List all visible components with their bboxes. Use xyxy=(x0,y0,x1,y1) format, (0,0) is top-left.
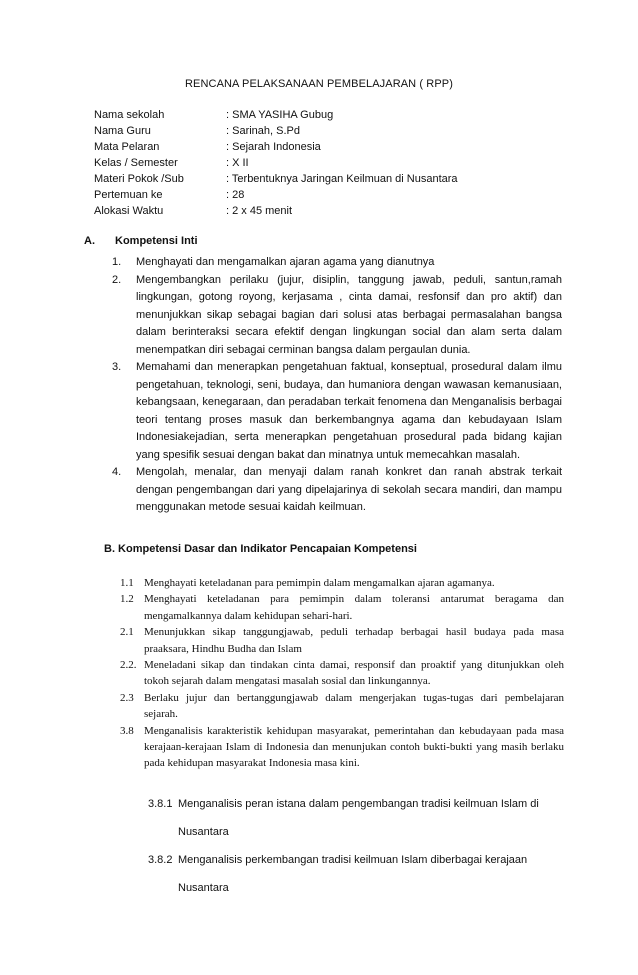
list-item xyxy=(112,464,562,517)
list-item-number: 1.1 xyxy=(120,577,134,589)
list-item-number: 4. xyxy=(112,466,122,478)
basic-competency-list xyxy=(120,575,564,772)
identity-label: Kelas / Semester xyxy=(94,157,178,169)
list-item xyxy=(120,591,564,624)
list-item-text: Mengembangkan perilaku (jujur, disiplin, tanggung jawab, peduli, santun,ramah lingkungan, gotong royong, kerjasama , cinta damai, resfonsif dan pro aktif) dan menunjukkan sikap sebagai bagian dari solusi atas berbagai permasalahan bangsa dalam berinteraksi secara efektif dengan lingkungan social dan alam serta dalam menempatkan diri sebagai cerminan bangsa dalam pergaulan dunia. xyxy=(136,273,562,356)
list-item-text: Menghayati keteladanan para pemimpin dalam mengamalkan ajaran agamanya. xyxy=(144,577,495,589)
indicator-item xyxy=(148,852,568,897)
identity-value: : Sejarah Indonesia xyxy=(226,141,321,153)
identity-value: : Terbentuknya Jaringan Keilmuan di Nusantara xyxy=(226,173,458,185)
list-item xyxy=(120,723,564,772)
identity-label: Nama Guru xyxy=(94,125,151,137)
list-item-text: Memahami dan menerapkan pengetahuan faktual, konseptual, prosedural dalam ilmu pengetahuan, teknologi, seni, budaya, dan humaniora dengan wawasan kemanusiaan, kebangsaan, kenegaraan, dan peradaban terkait fenomena dan Menganalisis berbagai teori tentang proses masuk dan berkembangnya agama dan kebudayaan Islam Indonesiakejadian, serta menerapkan pengetahuan prosedural pada bidang kajian yang spesifik sesuai dengan bakat dan minatnya untuk memecahkan masalah. xyxy=(136,361,562,461)
list-item xyxy=(120,624,564,657)
indicator-line xyxy=(148,796,568,813)
list-item-text: Menghayati keteladanan para pemimpin dalam toleransi antarumat beragama dan mengamalkannya dalam kehidupan sehari-hari. xyxy=(144,593,564,622)
list-item-text: Menunjukkan sikap tanggungjawab, peduli terhadap berbagai hasil budaya pada masa praaksara, Hindhu Budha dan Islam xyxy=(144,626,564,655)
list-item-number: 2.1 xyxy=(120,626,134,639)
list-item-number: 3.8 xyxy=(120,724,134,737)
indicator-text: Menganalisis perkembangan tradisi keilmuan Islam diberbagai kerajaan xyxy=(178,854,528,866)
list-item-text: Berlaku jujur dan bertanggungjawab dalam mengerjakan tugas-tugas dari pembelajaran sejarah. xyxy=(144,691,564,721)
list-item-number: 3. xyxy=(112,361,122,373)
indicator-number: 3.8.1 xyxy=(148,798,173,810)
list-item xyxy=(112,272,562,360)
identity-value: : SMA YASIHA Gubug xyxy=(226,109,334,121)
indicator-continuation: Nusantara xyxy=(178,882,229,894)
section-b-heading: B. Kompetensi Dasar dan Indikator Pencapaian Kompetensi xyxy=(104,543,417,555)
list-item-number: 2. xyxy=(112,273,122,286)
list-item xyxy=(120,690,564,723)
list-item xyxy=(112,254,562,272)
identity-value: : X II xyxy=(226,157,249,169)
identity-value: : 2 x 45 menit xyxy=(226,205,293,217)
list-item-text: Mengolah, menalar, dan menyaji dalam ranah konkret dan ranah abstrak terkait dengan pengembangan dari yang dipelajarinya di sekolah secara mandiri, dan mampu menggunakan metode sesuai kaidah keilmuan. xyxy=(136,466,562,513)
list-item-number: 2.3 xyxy=(120,691,134,704)
list-item xyxy=(120,575,564,591)
list-item xyxy=(120,657,564,690)
section-a-heading xyxy=(84,235,198,247)
identity-label: Nama sekolah xyxy=(94,109,165,121)
indicator-text: Menganalisis peran istana dalam pengembangan tradisi keilmuan Islam di xyxy=(178,798,539,810)
list-item-number: 1. xyxy=(112,256,122,268)
indicator-number: 3.8.2 xyxy=(148,854,173,866)
list-item xyxy=(112,359,562,464)
identity-label: Mata Pelaran xyxy=(94,141,160,153)
list-item-text: Meneladani sikap dan tindakan cinta damai, responsif dan proaktif yang ditunjukkan oleh tokoh sejarah dalam mengatasi masalah sosial dan linkungannya. xyxy=(144,659,564,688)
identity-value: : Sarinah, S.Pd xyxy=(226,125,300,137)
identity-label: Alokasi Waktu xyxy=(94,205,164,217)
identity-label: Materi Pokok /Sub xyxy=(94,173,184,185)
identity-label: Pertemuan ke xyxy=(94,189,163,201)
indicator-continuation: Nusantara xyxy=(178,826,229,838)
indicator-list xyxy=(148,796,568,897)
indicator-line xyxy=(148,852,568,869)
section-a-title: Kompetensi Inti xyxy=(115,235,198,247)
list-item-text: Menganalisis karakteristik kehidupan masyarakat, pemerintahan dan kebudayaan pada masa kerajaan-kerajaan Islam di Indonesia dan menunjukan contoh bukti-bukti yang masih berlaku pada kehidupan masyarakat Indonesia masa kini. xyxy=(144,724,564,770)
page-title: RENCANA PELAKSANAAN PEMBELAJARAN ( RPP) xyxy=(185,78,453,90)
list-item-text: Menghayati dan mengamalkan ajaran agama yang dianutnya xyxy=(136,256,435,268)
list-item-number: 2.2. xyxy=(120,659,137,672)
core-competency-list xyxy=(112,254,562,517)
list-item-number: 1.2 xyxy=(120,593,134,606)
indicator-item xyxy=(148,796,568,841)
identity-value: : 28 xyxy=(226,189,245,201)
section-a-marker: A. xyxy=(84,235,95,247)
